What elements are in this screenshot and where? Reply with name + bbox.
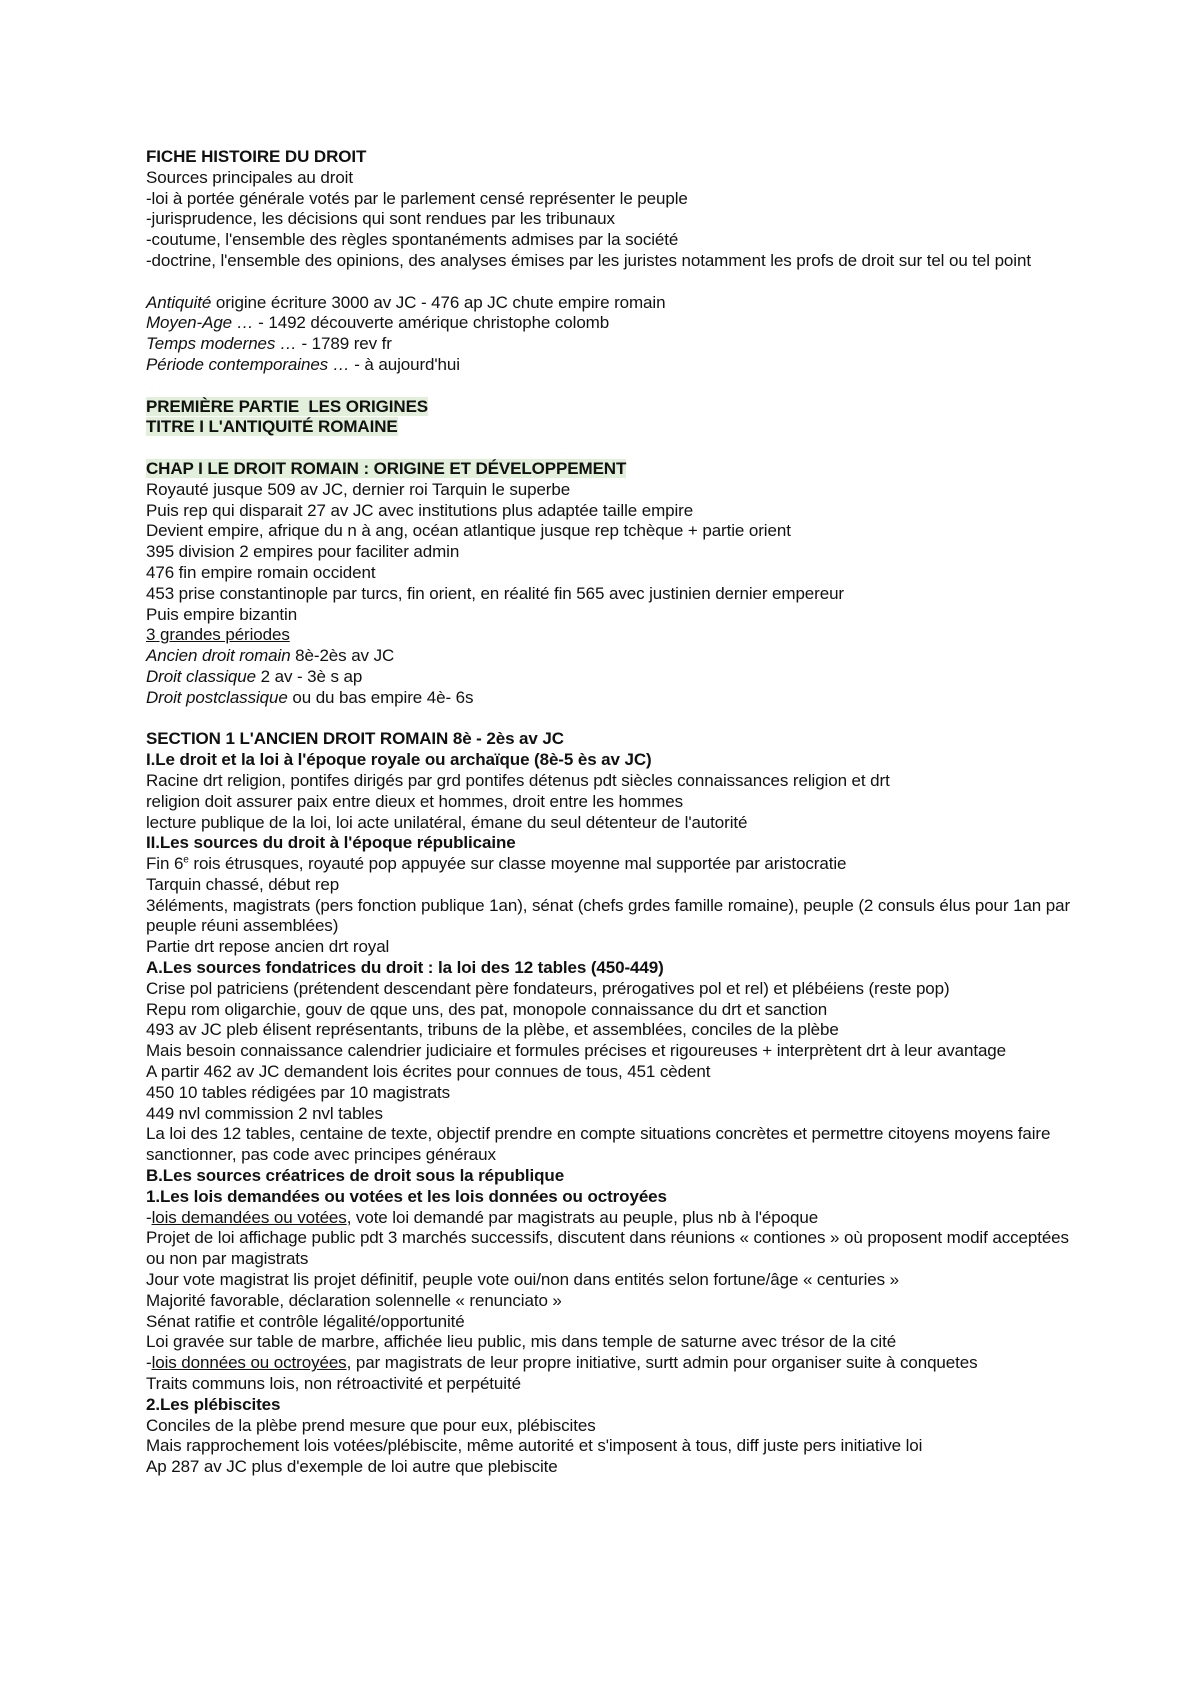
- chapter-line: 395 division 2 empires pour faciliter admin: [146, 542, 460, 562]
- chapter-line: 476 fin empire romain occident: [146, 562, 376, 582]
- section-line: Tarquin chassé, début rep: [146, 874, 340, 894]
- grand-period-name: Droit postclassique: [146, 687, 288, 707]
- document-page: [146, 147, 1086, 1478]
- section-subheading: II.Les sources du droit à l'époque républicaine: [146, 833, 516, 853]
- grand-period-line: [146, 688, 1086, 709]
- period-text: - à aujourd'hui: [349, 354, 460, 374]
- grand-period-name: Droit classique: [146, 666, 256, 686]
- grand-period-text: ou du bas empire 4è- 6s: [287, 687, 474, 707]
- section-line: [146, 1208, 1086, 1229]
- sources-item: -jurisprudence, les décisions qui sont rendues par les tribunaux: [146, 209, 615, 229]
- section-line: Jour vote magistrat lis projet définitif, peuple vote oui/non dans entités selon fortune/âge « centuries »: [146, 1270, 899, 1290]
- underlined-term: lois données ou octroyées: [151, 1353, 347, 1373]
- grand-periods-heading: 3 grandes périodes: [146, 625, 290, 645]
- chapter-title-line: [146, 459, 1086, 480]
- part-subtitle-line: [146, 417, 1086, 438]
- section-line: 493 av JC pleb élisent représentants, tribuns de la plèbe, et assemblées, conciles de la plèbe: [146, 1020, 839, 1040]
- text-part: , par magistrats de leur propre initiative, surtt admin pour organiser suite à conquetes: [346, 1353, 978, 1373]
- part-title-line: [146, 397, 1086, 418]
- section-line: [146, 1353, 1086, 1374]
- text-part: rois étrusques, royauté pop appuyée sur classe moyenne mal supportée par aristocratie: [188, 854, 847, 874]
- section-line: Mais besoin connaissance calendrier judiciaire et formules précises et rigoureuses + interprètent drt à leur avantage: [146, 1041, 1007, 1061]
- section-line: Sénat ratifie et contrôle légalité/opportunité: [146, 1311, 465, 1331]
- text-part: Fin 6: [146, 854, 184, 874]
- text-part: -: [146, 1207, 152, 1227]
- section-line: Conciles de la plèbe prend mesure que pour eux, plébiscites: [146, 1415, 596, 1435]
- chapter-line: Devient empire, afrique du n à ang, océan atlantique jusque rep tchèque + partie orient: [146, 521, 791, 541]
- section-line: Repu rom oligarchie, gouv de qque uns, des pat, monopole connaissance du drt et sanction: [146, 999, 828, 1019]
- spacer: [146, 438, 1086, 459]
- section-line: 3éléments, magistrats (pers fonction publique 1an), sénat (chefs grdes famille romaine), peuple (2 consuls élus pour 1an par peuple réuni assemblées): [146, 895, 1075, 936]
- text-part: -: [146, 1353, 152, 1373]
- period-text: origine écriture 3000 av JC - 476 ap JC chute empire romain: [211, 292, 666, 312]
- grand-periods-heading-line: [146, 625, 1086, 646]
- document-title: FICHE HISTOIRE DU DROIT: [146, 147, 367, 166]
- sources-heading: Sources principales au droit: [146, 167, 353, 187]
- section-subheading: 1.Les lois demandées ou votées et les lois données ou octroyées: [146, 1186, 667, 1206]
- sources-item: -coutume, l'ensemble des règles spontanéments admises par la société: [146, 230, 679, 250]
- period-name: Période contemporaines …: [146, 354, 350, 374]
- period-name: Antiquité: [146, 292, 212, 312]
- section-subheading: 2.Les plébiscites: [146, 1394, 281, 1414]
- section-line: A partir 462 av JC demandent lois écrites pour connues de tous, 451 cèdent: [146, 1062, 711, 1082]
- period-line: [146, 355, 1086, 376]
- chapter-line: Royauté jusque 509 av JC, dernier roi Tarquin le superbe: [146, 479, 571, 499]
- period-line: [146, 293, 1086, 314]
- section-subheading: I.Le droit et la loi à l'époque royale ou archaïque (8è-5 ès av JC): [146, 750, 652, 770]
- grand-period-line: [146, 667, 1086, 688]
- period-text: - 1492 découverte amérique christophe colomb: [253, 313, 610, 333]
- chapter-line: Puis rep qui disparait 27 av JC avec institutions plus adaptée taille empire: [146, 500, 694, 520]
- grand-period-text: 8è-2ès av JC: [290, 646, 395, 666]
- section-title: SECTION 1 L'ANCIEN DROIT ROMAIN 8è - 2ès av JC: [146, 729, 564, 749]
- section-line: Ap 287 av JC plus d'exemple de loi autre que plebiscite: [146, 1457, 558, 1477]
- section-line: Partie drt repose ancien drt royal: [146, 937, 390, 957]
- section-subheading: B.Les sources créatrices de droit sous la république: [146, 1166, 565, 1186]
- period-text: - 1789 rev fr: [296, 334, 392, 354]
- section-line: La loi des 12 tables, centaine de texte, objectif prendre en compte situations concrètes et permettre citoyens moyens faire sanctionner, pas code avec principes généraux: [146, 1124, 1055, 1165]
- part-subtitle: TITRE I L'ANTIQUITÉ ROMAINE: [146, 417, 398, 437]
- spacer: [146, 376, 1086, 397]
- section-line: lecture publique de la loi, loi acte unilatéral, émane du seul détenteur de l'autorité: [146, 812, 748, 832]
- grand-period-name: Ancien droit romain: [146, 646, 291, 666]
- sources-item: -doctrine, l'ensemble des opinions, des analyses émises par les juristes notamment les profs de droit sur tel ou tel point: [146, 250, 1031, 270]
- chapter-title: CHAP I LE DROIT ROMAIN : ORIGINE ET DÉVELOPPEMENT: [146, 458, 627, 478]
- section-line: Majorité favorable, déclaration solennelle « renunciato »: [146, 1290, 562, 1310]
- underlined-term: lois demandées ou votées: [151, 1207, 347, 1227]
- section-line: Mais rapprochement lois votées/plébiscite, même autorité et s'imposent à tous, diff juste pers initiative loi: [146, 1436, 923, 1456]
- spacer: [146, 709, 1086, 730]
- part-title: PREMIÈRE PARTIE LES ORIGINES: [146, 396, 429, 416]
- section-line: Traits communs lois, non rétroactivité et perpétuité: [146, 1374, 521, 1394]
- spacer: [146, 272, 1086, 293]
- chapter-line: Puis empire bizantin: [146, 604, 298, 624]
- period-line: [146, 313, 1086, 334]
- sources-item: -loi à portée générale votés par le parlement censé représenter le peuple: [146, 188, 688, 208]
- section-line: [146, 854, 1086, 875]
- period-name: Moyen-Age …: [146, 313, 254, 333]
- grand-period-line: [146, 646, 1086, 667]
- section-line: Loi gravée sur table de marbre, affichée lieu public, mis dans temple de saturne avec trésor de la cité: [146, 1332, 897, 1352]
- section-line: Racine drt religion, pontifes dirigés par grd pontifes détenus pdt siècles connaissances religion et drt: [146, 770, 890, 790]
- section-line: 449 nvl commission 2 nvl tables: [146, 1103, 383, 1123]
- section-subheading: A.Les sources fondatrices du droit : la loi des 12 tables (450-449): [146, 958, 664, 978]
- chapter-line: 453 prise constantinople par turcs, fin orient, en réalité fin 565 avec justinien dernier empereur: [146, 583, 844, 603]
- section-line: Projet de loi affichage public pdt 3 marchés successifs, discutent dans réunions « contiones » où proposent modif acceptées ou non par magistrats: [146, 1228, 1074, 1269]
- period-name: Temps modernes …: [146, 334, 297, 354]
- section-line: Crise pol patriciens (prétendent descendant père fondateurs, prérogatives pol et rel) et plébéiens (reste pop): [146, 978, 950, 998]
- section-line: religion doit assurer paix entre dieux et hommes, droit entre les hommes: [146, 791, 684, 811]
- superscript: e: [183, 854, 189, 866]
- text-part: , vote loi demandé par magistrats au peuple, plus nb à l'époque: [346, 1207, 819, 1227]
- period-line: [146, 334, 1086, 355]
- grand-period-text: 2 av - 3è s ap: [256, 666, 363, 686]
- section-line: 450 10 tables rédigées par 10 magistrats: [146, 1082, 451, 1102]
